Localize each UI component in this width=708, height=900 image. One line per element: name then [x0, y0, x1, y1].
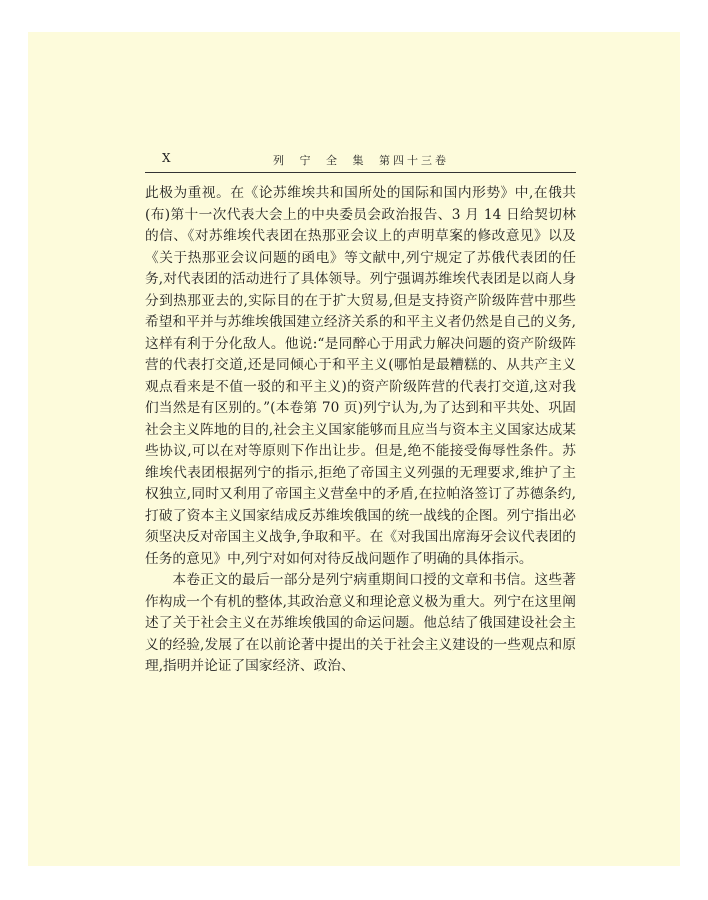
paragraph: 本卷正文的最后一部分是列宁病重期间口授的文章和书信。这些著作构成一个有机的整体,其政治意义和理论意义极为重大。列宁在这里阐述了关于社会主义在苏维埃俄国的命运问题。他总结了俄国建设社会主义的经验,发展了在以前论著中提出的关于社会主义建设的一些观点和原理,指明并论证了国家经济、政治、 [145, 572, 576, 674]
page-number: X [162, 151, 171, 165]
body-text [145, 183, 576, 678]
running-header [145, 150, 576, 173]
volume-title: 第四十三卷 [379, 154, 449, 167]
paragraph: 此极为重视。在《论苏维埃共和国所处的国际和国内形势》中,在俄共(布)第十一次代表大会上的中央委员会政治报告、3 月 14 日给契切林的信、《对苏维埃代表团在热那亚会议上的声明草案的修改意见》以及《关于热那亚会议问题的函电》等文献中,列宁规定了苏俄代表团的任务,对代表团的活动进行了具体领导。列宁强调苏维埃代表团是以商人身分到热那亚去的,实际目的在于扩大贸易,但是支持资产阶级阵营中那些希望和平并与苏维埃俄国建立经济关系的和平主义者仍然是自己的义务,这样有利于分化敌人。他说:“是同醉心于用武力解决问题的资产阶级阵营的代表打交道,还是同倾心于和平主义(哪怕是最糟糕的、从共产主义观点看来是不值一驳的和平主义)的资产阶级阵营的代表打交道,这对我们当然是有区别的。”(本卷第 70 页)列宁认为,为了达到和平共处、巩固社会主义阵地的目的,社会主义国家能够而且应当与资本主义国家达成某些协议,可以在对等原则下作出让步。但是,绝不能接受侮辱性条件。苏维埃代表团根据列宁的指示,拒绝了帝国主义列强的无理要求,维护了主权独立,同时又利用了帝国主义营垒中的矛盾,在拉帕洛签订了苏德条约,打破了资本主义国家结成反苏维埃俄国的统一战线的企图。列宁指出必须坚决反对帝国主义战争,争取和平。在《对我国出席海牙会议代表团的任务的意见》中,列宁对如何对待反战问题作了明确的具体指示。 [145, 185, 576, 567]
book-title: 列 宁 全 集 [273, 154, 370, 167]
